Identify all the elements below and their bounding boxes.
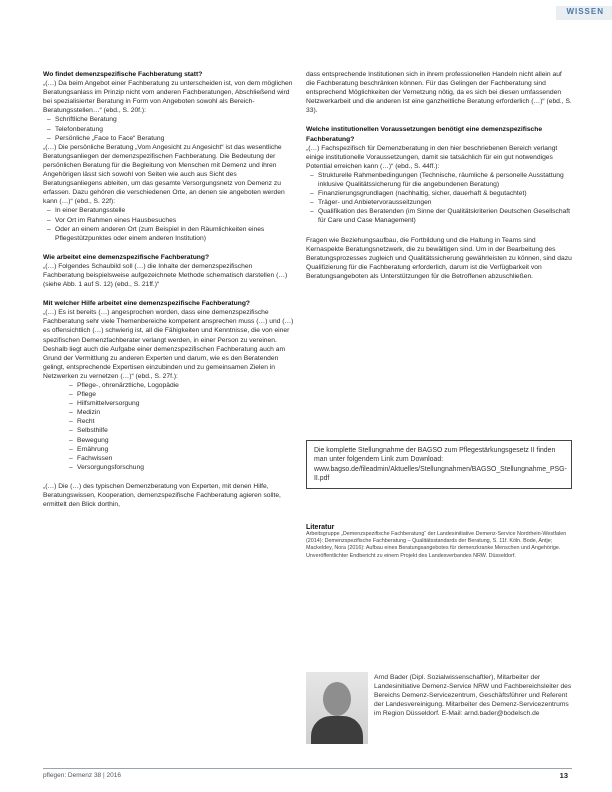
heading-help: Mit welcher Hilfe arbeitet eine demenzspezifische Fachberatung?	[43, 300, 250, 308]
list-item: – Bewegung	[69, 436, 295, 445]
list-item: – Hilfsmittelversorgung	[69, 399, 295, 408]
bullet-list	[43, 115, 295, 142]
paragraph: „(…) Da beim Angebot einer Fachberatung zu unterscheiden ist, von dem möglichen Beratungsanlass im Prinzip nicht vom anderen Fachberatungen, Abschließend wird bei spezialisierter Beratung in Form von Angeboten sowohl als Bereich-Beratungsstellen…“ (ebd., S. 20f.):	[43, 80, 293, 115]
download-info-box	[306, 440, 572, 489]
list-item: – Fachwissen	[69, 454, 295, 463]
list-item: – Recht	[69, 417, 295, 426]
bullet-list	[43, 381, 295, 472]
paragraph: dass entsprechende Institutionen sich in ihrem professionellen Handeln nicht allein auf die Fachberatung beschränken können. Für das Gelingen der Fachberatung sind entsprechend Möglichkeiten der Vernetzung nötig, da es sich bei diesen umfassenden Netzwerkarbeit und die anderen Ist eine ganzheitliche Beratung erforderlich (…)“ (ebd., S. 33).	[306, 71, 572, 115]
paragraph: „(…) Fachspezifisch für Demenzberatung in den hier beschriebenen Bereich verlangt einige institutionelle Voraussetzungen, damit sie tatsächlich für ein gut notwendiges Potential erreichen kann (…)“ (ebd., S. 44ff.):	[306, 144, 558, 170]
paragraph: Fragen wie Beziehungsaufbau, die Fortbildung und die Haltung in Teams sind Kernaspekte Beratungsnetzwerk, die zu bewältigen sind. Um in der Bearbeitung des Beratungsprozesses zugleich und Qualitätssicherung gewährleisten zu können, sind dazu Qualifizierung für die Fachberatung erforderlich, darum ist die Verfügbarkeit von Beratungsangeboten als Unterstützungen für die Betroffenen abzuschließen.	[306, 236, 572, 280]
download-info-text: Die komplette Stellungnahme der BAGSO zum Pflegestärkungsgesetz II finden man unter folgendem Link zum Download: www.bagso.de/fileadmin/Aktuelles/Stellungnahmen/BAGSO_Stellungnahme_PSG-II.pdf	[314, 447, 567, 482]
bullet-list	[306, 171, 572, 226]
heading-requirements: Welche institutionellen Voraussetzungen benötigt eine demenzspezifische Fachberatung?	[306, 126, 543, 143]
list-item: – Selbsthilfe	[69, 426, 295, 435]
author-bio: Arnd Bader (Dipl. Sozialwissenschaftler), Mitarbeiter der Landesinitiative Demenz-Service NRW und Fachbereichsleiter des Bereichs Demenz-Servicezentrum, Geschäftsführer und Referent der Landesvereinigung. Mitarbeiter des Demenz-Servicezentrums im Region Düsseldorf. E-Mail: arnd.bader@bodelsch.de	[374, 674, 572, 718]
list-item: – In einer Beratungsstelle	[47, 206, 295, 215]
list-item: – Medizin	[69, 408, 295, 417]
list-item: – Pflege	[69, 390, 295, 399]
page-number: 13	[559, 771, 568, 780]
paragraph: „(…) Die (…) des typischen Demenzberatung von Experten, mit denen Hilfe, Beratungswissen, Kooperation, demenzspezifische Fachberatung agieren sollte, ermittelt den Blick dorthin,	[43, 482, 281, 509]
paragraph: „(…) Die persönliche Beratung „Vom Angesicht zu Angesicht“ ist das wesentliche Beratungsanliegen der demenzspezifischen Fachberatung. Die Bedeutung der persönlichen Beratung für die Begleitung von Menschen mit Demenz und ihren Angehörigen lässt sich sowohl von Seiten wie auch aus Sicht des Beratungsanliegens ableiten, um das gesamte Versorgungsnetz von Demenz zu erfassen. Dazu gehören die verschiedenen Orte, an denen sie angeboten werden kann (…)“ (ebd., S. 22f):	[43, 143, 285, 206]
journal-info: pflegen: Demenz 38 | 2016	[43, 772, 121, 779]
list-item: – Finanzierungsgrundlagen (nachhaltig, sicher, dauerhaft & begutachtet)	[310, 189, 572, 198]
paragraph: „(…) Es ist bereits (…) angesprochen worden, dass eine demenzspezifische Fachberatung sehr viele Themenbereiche kompetent ansprechen muss (…) und (…) es offensichtlich (…) schwierig ist, all die Fähigkeiten und Kenntnisse, die von einer spezifischen Demenzfachberater verlangt werden, in einer Person zu vereinen. Deshalb liegt auch die Aufgabe einer demenzspezifischen Fachberatung auch am Grund der Vermittlung zu anderen Experten und darum, wie es den Beratenden gelingt, entsprechende Expertisen einzubinden und zu gemeinsamen Zielen in Netzwerken zu vernetzen (…)“ (ebd., S. 27f.):	[43, 309, 294, 380]
literature-list: Arbeitsgruppe „Demenzspezifische Fachberatung“ der Landesinitiative Demenz-Service Nordrhein-Westfalen (2014): Demenzspezifische Fachberatung – Qualitätsstandards der Beratung, S. 11f. Köln. Bode, Antje; Mackeldey, Nora (2016): Aufbau eines Beratungsangebotes für demenzkranke Menschen und Angehörige. Unveröffentlichter Endbericht zu einem Projekt des Landesverbandes NRW. Düsseldorf.	[306, 531, 567, 559]
list-item: – Telefonberatung	[47, 125, 295, 134]
footer-rule	[43, 768, 572, 769]
list-item: – Vor Ort im Rahmen eines Hausbesuches	[47, 216, 295, 225]
section-tag: WISSEN	[556, 6, 612, 20]
list-item: – Persönliche „Face to Face“ Beratung	[47, 134, 295, 143]
list-item: – Träger- und Anbietervorausseitzungen	[310, 198, 572, 207]
list-item: – Qualifikation des Beratenden (im Sinne der Qualitätskriterien Deutschen Gesellschaft für Care und Case Management)	[310, 207, 572, 225]
list-item: – Oder an einem anderen Ort (zum Beispiel in den Räumlichkeiten eines Pflegestützpunktes oder einem anderen Institution)	[47, 225, 295, 243]
left-column	[43, 70, 295, 509]
heading-how: Wie arbeitet eine demenzspezifische Fachberatung?	[43, 253, 210, 261]
paragraph: „(…) Folgendes Schaubild soll (…) die Inhalte der demenzspezifischen Fachberatung beispielsweise aufgezeichnete Methode schematisch darstellen (…) (siehe Abb. 1 auf S. 12) (ebd., S. 21ff.)“	[43, 262, 288, 289]
literature-section	[306, 524, 572, 560]
list-item: – Strukturelle Rahmenbedingungen (Technische, räumliche & personelle Ausstattung inklusive Qualitätssicherung für die angebundenen Beratung)	[310, 171, 572, 189]
heading-where: Wo findet demenzspezifische Fachberatung statt?	[43, 71, 203, 78]
right-column	[306, 70, 572, 281]
list-item: – Versorgungsforschung	[69, 463, 295, 472]
author-photo	[306, 672, 368, 744]
literature-heading: Literatur	[306, 524, 335, 531]
list-item: – Schriftliche Beratung	[47, 115, 295, 124]
list-item: – Pflege-, ohrenärztliche, Logopädie	[69, 381, 295, 390]
bullet-list	[43, 206, 295, 242]
list-item: – Ernährung	[69, 445, 295, 454]
